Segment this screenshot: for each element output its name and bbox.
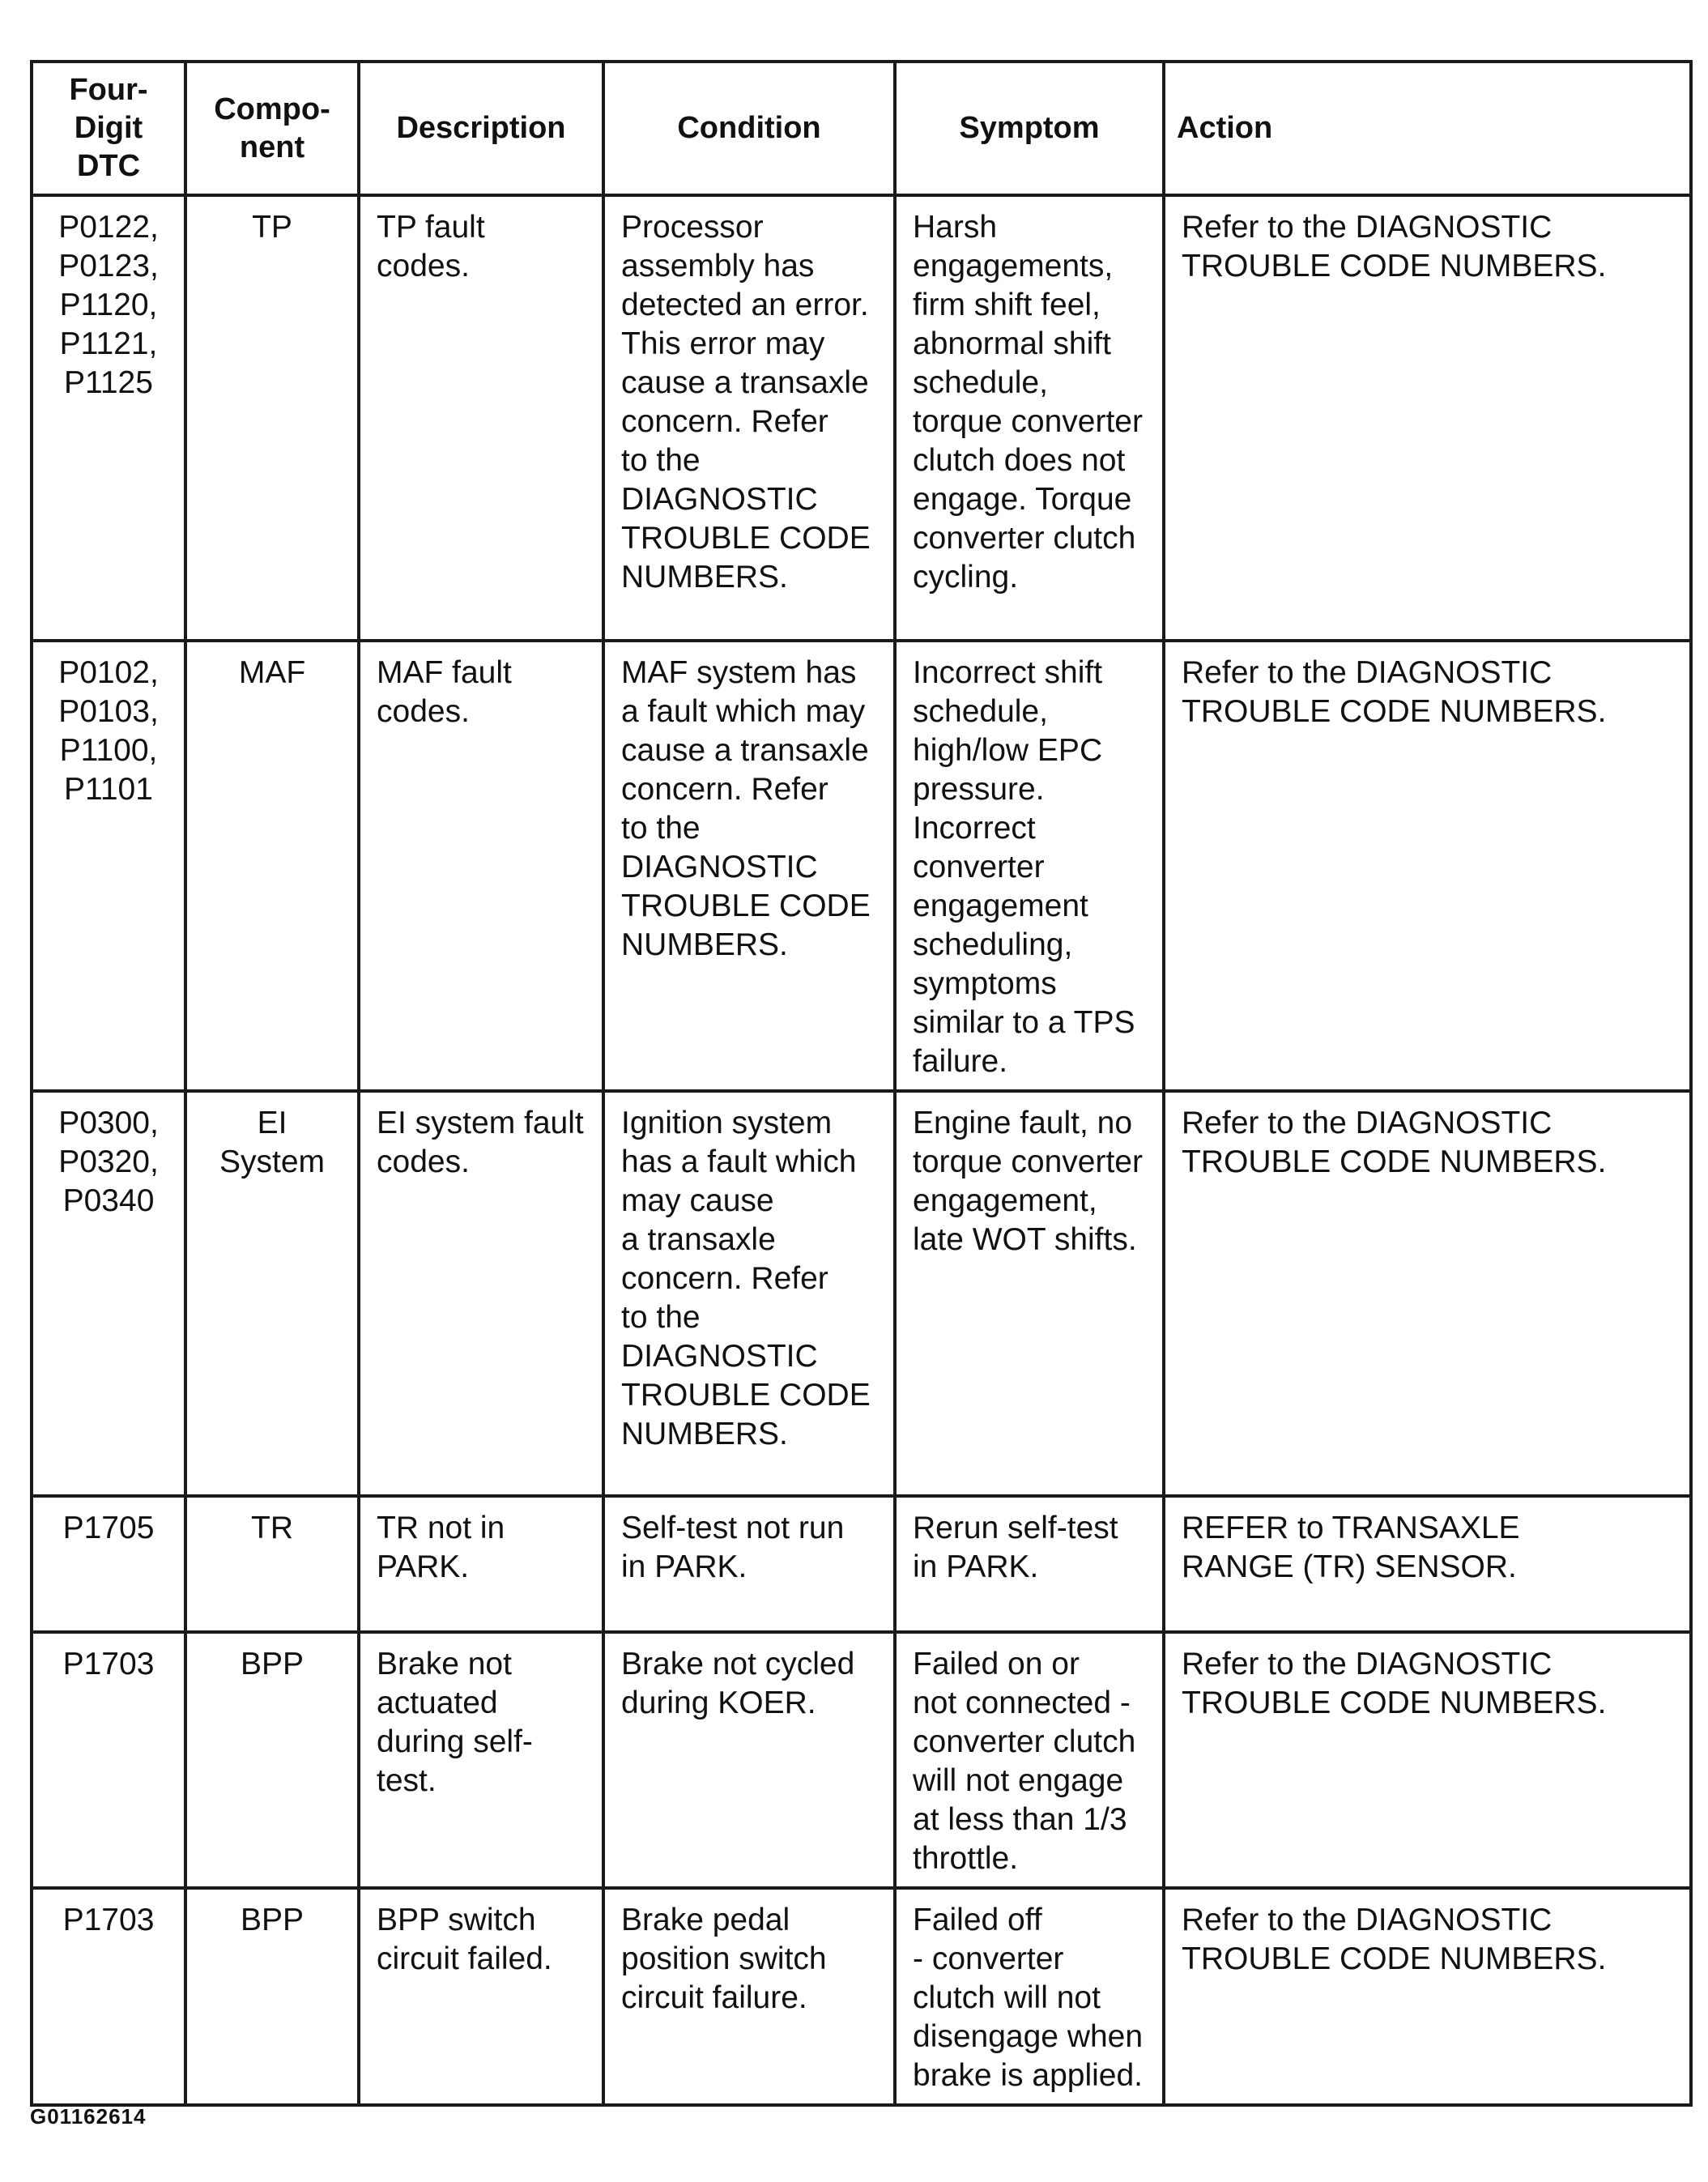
- cell-component: MAF: [185, 641, 359, 1091]
- dtc-table: [30, 60, 1693, 2107]
- cell-description: EI system fault codes.: [359, 1091, 603, 1496]
- cell-action: Refer to the DIAGNOSTIC TROUBLE CODE NUMBERS.: [1164, 1632, 1691, 1888]
- cell-condition: MAF system has a fault which may cause a transaxle concern. Refer to the DIAGNOSTIC TROUBLE CODE NUMBERS.: [603, 641, 895, 1091]
- header-component: Compo- nent: [185, 62, 359, 195]
- cell-component: BPP: [185, 1888, 359, 2105]
- cell-condition: Ignition system has a fault which may cause a transaxle concern. Refer to the DIAGNOSTIC TROUBLE CODE NUMBERS.: [603, 1091, 895, 1496]
- header-dtc: Four- Digit DTC: [32, 62, 185, 195]
- cell-component: TP: [185, 195, 359, 641]
- cell-condition: Self-test not run in PARK.: [603, 1496, 895, 1632]
- cell-symptom: Failed off - converter clutch will not disengage when brake is applied.: [895, 1888, 1164, 2105]
- cell-dtc: P0102, P0103, P1100, P1101: [32, 641, 185, 1091]
- cell-component: BPP: [185, 1632, 359, 1888]
- header-condition: Condition: [603, 62, 895, 195]
- cell-dtc: P1705: [32, 1496, 185, 1632]
- table-row: [32, 1888, 1691, 2105]
- table-row: [32, 195, 1691, 641]
- cell-symptom: Rerun self-test in PARK.: [895, 1496, 1164, 1632]
- cell-action: Refer to the DIAGNOSTIC TROUBLE CODE NUMBERS.: [1164, 195, 1691, 641]
- cell-dtc: P1703: [32, 1888, 185, 2105]
- cell-description: Brake not actuated during self- test.: [359, 1632, 603, 1888]
- cell-action: Refer to the DIAGNOSTIC TROUBLE CODE NUMBERS.: [1164, 1091, 1691, 1496]
- table-row: [32, 641, 1691, 1091]
- cell-dtc: P0122, P0123, P1120, P1121, P1125: [32, 195, 185, 641]
- cell-description: MAF fault codes.: [359, 641, 603, 1091]
- header-symptom: Symptom: [895, 62, 1164, 195]
- header-description: Description: [359, 62, 603, 195]
- table-row: [32, 1496, 1691, 1632]
- table-row: [32, 1091, 1691, 1496]
- header-row: [32, 62, 1691, 195]
- cell-description: BPP switch circuit failed.: [359, 1888, 603, 2105]
- table-row: [32, 1632, 1691, 1888]
- cell-condition: Brake not cycled during KOER.: [603, 1632, 895, 1888]
- cell-component: TR: [185, 1496, 359, 1632]
- cell-description: TR not in PARK.: [359, 1496, 603, 1632]
- cell-condition: Processor assembly has detected an error. This error may cause a transaxle concern. Refer to the DIAGNOSTIC TROUBLE CODE NUMBERS.: [603, 195, 895, 641]
- cell-symptom: Incorrect shift schedule, high/low EPC pressure. Incorrect converter engagement scheduling, symptoms similar to a TPS failure.: [895, 641, 1164, 1091]
- cell-dtc: P1703: [32, 1632, 185, 1888]
- header-action: Action: [1164, 62, 1691, 195]
- cell-symptom: Harsh engagements, firm shift feel, abnormal shift schedule, torque converter clutch does not engage. Torque converter clutch cycling.: [895, 195, 1164, 641]
- cell-symptom: Engine fault, no torque converter engagement, late WOT shifts.: [895, 1091, 1164, 1496]
- cell-dtc: P0300, P0320, P0340: [32, 1091, 185, 1496]
- cell-symptom: Failed on or not connected - converter clutch will not engage at less than 1/3 throttle.: [895, 1632, 1164, 1888]
- figure-code: G01162614: [30, 2104, 147, 2129]
- cell-description: TP fault codes.: [359, 195, 603, 641]
- cell-action: REFER to TRANSAXLE RANGE (TR) SENSOR.: [1164, 1496, 1691, 1632]
- cell-action: Refer to the DIAGNOSTIC TROUBLE CODE NUMBERS.: [1164, 1888, 1691, 2105]
- cell-component: EI System: [185, 1091, 359, 1496]
- cell-action: Refer to the DIAGNOSTIC TROUBLE CODE NUMBERS.: [1164, 641, 1691, 1091]
- cell-condition: Brake pedal position switch circuit failure.: [603, 1888, 895, 2105]
